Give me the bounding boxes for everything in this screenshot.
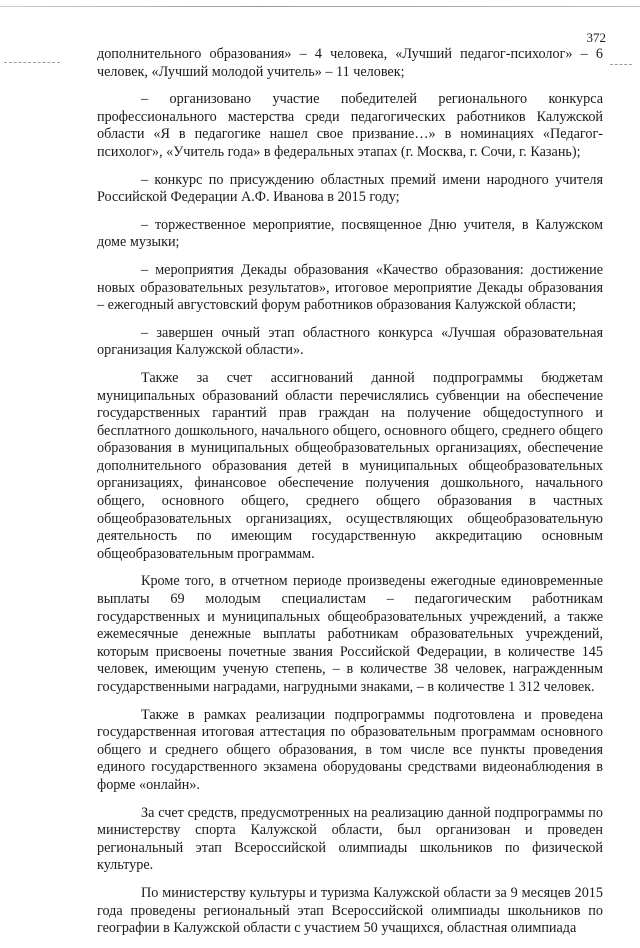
paragraph: Кроме того, в отчетном периоде произведены ежегодные единовременные выплаты 69 молодым специалистам – педагогическим работникам государственных и муниципальных общеобразовательных учреждений, а также ежемесячные денежные выплаты работникам образовательных учреждений, которым присвоены почетные звания Российской Федерации, в количестве 145 человек, имеющим ученую степень, – в количестве 38 человек, награжденным государственными наградами, нагрудными знаками, – в количестве 1 312 человек.	[97, 573, 603, 695]
paragraph: За счет средств, предусмотренных на реализацию данной подпрограммы по министерству спорта Калужской области, был организован и проведен региональный этап Всероссийской олимпиады школьников по физической культуре.	[97, 804, 603, 874]
list-item: – мероприятия Декады образования «Качество образования: достижение новых образовательных результатов», итоговое мероприятие Декады образования – ежегодный августовский форум работников образования Калужской области;	[97, 261, 603, 314]
scan-edge	[0, 6, 640, 7]
list-item: – торжественное мероприятие, посвященное Дню учителя, в Калужском доме музыки;	[97, 216, 603, 251]
margin-mark	[4, 62, 60, 63]
list-item: – завершен очный этап областного конкурса «Лучшая образовательная организация Калужской области».	[97, 324, 603, 359]
paragraph: По министерству культуры и туризма Калужской области за 9 месяцев 2015 года проведены региональный этап Всероссийской олимпиады школьников по географии в Калужской области с участием 50 учащихся, областная олимпиада	[97, 884, 603, 937]
paragraph: Также за счет ассигнований данной подпрограммы бюджетам муниципальных образований области перечислялись субвенции на обеспечение государственных гарантий прав граждан на получение общедоступного и бесплатного дошкольного, начального общего, основного общего, среднего общего образования в муниципальных общеобразовательных организациях, обеспечение дополнительного образования детей в муниципальных общеобразовательных организациях, финансовое обеспечение получения дошкольного, начального общего, основного общего, среднего общего образования в частных общеобразовательных организациях, осуществляющих общеобразовательную деятельность по имеющим государственную аккредитацию основным общеобразовательным программам.	[97, 369, 603, 562]
document-body	[97, 46, 603, 948]
paragraph: Также в рамках реализации подпрограммы подготовлена и проведена государственная итоговая аттестация по образовательным программам основного общего и среднего общего образования, в том числе все пункты проведения единого государственного экзамена оборудованы средствами видеонаблюдения в форме «онлайн».	[97, 706, 603, 793]
margin-mark-right	[610, 64, 632, 65]
list-item: – организовано участие победителей регионального конкурса профессионального мастерства среди педагогических работников Калужской области «Я в педагогике нашел свое призвание…» в номинациях «Педагог-психолог», «Учитель года» в федеральных этапах (г. Москва, г. Сочи, г. Казань);	[97, 91, 603, 160]
list-item: – конкурс по присуждению областных премий имени народного учителя Российской Федерации А.Ф. Иванова в 2015 году;	[97, 171, 603, 206]
paragraph-continuation: дополнительного образования» – 4 человека, «Лучший педагог-психолог» – 6 человек, «Лучший молодой учитель» – 11 человек;	[97, 46, 603, 80]
page-number: 372	[586, 30, 606, 45]
